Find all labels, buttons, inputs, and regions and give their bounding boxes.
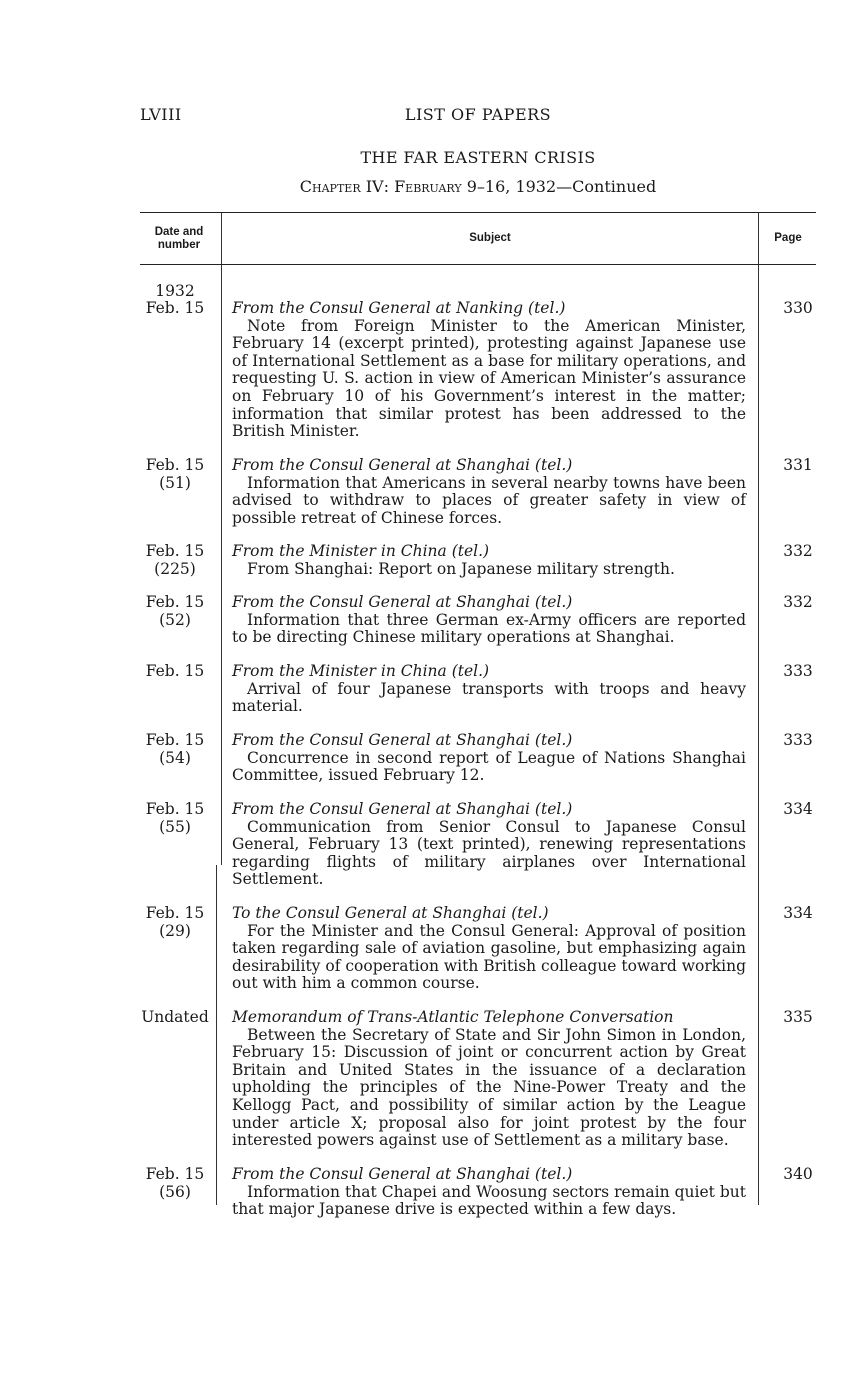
row-heading: From the Consul General at Shanghai (tel.): [232, 456, 573, 474]
table-row: [140, 1009, 816, 1150]
chapter-dates: February 9–16, 1932: [394, 177, 557, 196]
row-heading: From the Minister in China (tel.): [232, 542, 490, 560]
row-heading: To the Consul General at Shanghai (tel.): [232, 904, 549, 922]
papers-table: [140, 212, 816, 1219]
row-page: 330: [783, 299, 813, 317]
row-page: 334: [783, 800, 813, 818]
row-date: Undated: [141, 1008, 209, 1026]
header-page: Page: [774, 232, 802, 244]
row-description: Note from Foreign Minister to the American Minister, February 14 (excerpt printed), protesting against Japanese use of International Settlement as a base for military operations, and requesting U. S. action in view of American Minister’s assurance on February 10 of his Government’s interest in the matter; information that similar protest has been addressed to the British Minister.: [232, 316, 746, 441]
row-description: For the Minister and the Consul General: Approval of position taken regarding sale of aviation gasoline, but emphasizing again desirability of cooperation with British colleague toward working out with him a common course.: [232, 921, 746, 993]
row-heading: From the Minister in China (tel.): [232, 662, 490, 680]
row-page: 334: [783, 904, 813, 922]
row-heading: Memorandum of Trans-Atlantic Telephone Conversation: [232, 1008, 674, 1026]
table-row: [140, 1166, 816, 1219]
row-page: 335: [783, 1008, 813, 1026]
row-date: Feb. 15 (55): [145, 800, 205, 836]
row-date: Feb. 15 (225): [145, 542, 205, 578]
page-number: LVIII: [140, 105, 182, 124]
table-row: [140, 594, 816, 647]
row-date: Feb. 15 (51): [145, 456, 205, 492]
row-subject: [232, 594, 746, 647]
row-page: 332: [783, 542, 813, 560]
table-row: [140, 300, 816, 441]
row-description: Information that Chapei and Woosung sectors remain quiet but that major Japanese drive is expected within a few days.: [232, 1182, 746, 1219]
year-label: 1932: [155, 282, 195, 300]
header-subject: Subject: [469, 232, 511, 244]
row-subject: [232, 543, 746, 578]
row-date: Feb. 15: [145, 299, 205, 317]
row-subject: [232, 1009, 746, 1150]
table-row: [140, 905, 816, 993]
running-head: [140, 105, 816, 129]
table-header: [140, 213, 816, 264]
row-page: 333: [783, 731, 813, 749]
row-description: Communication from Senior Consul to Japanese Consul General, February 13 (text printed), renewing representations regarding flights of military airplanes over International Settlement.: [232, 817, 746, 889]
chapter-colon: :: [383, 177, 395, 196]
row-subject: [232, 905, 746, 993]
row-date: Feb. 15 (52): [145, 593, 205, 629]
header-divider-right: [758, 213, 759, 264]
row-page: 331: [783, 456, 813, 474]
row-date: Feb. 15 (54): [145, 731, 205, 767]
chapter-title: [140, 177, 816, 196]
table-row: [140, 457, 816, 527]
section-title: THE FAR EASTERN CRISIS: [360, 148, 596, 167]
row-description: Arrival of four Japanese transports with troops and heavy material.: [232, 679, 746, 716]
running-title: LIST OF PAPERS: [404, 105, 552, 124]
header-date: Date and number: [154, 225, 204, 251]
row-heading: From the Consul General at Shanghai (tel.): [232, 800, 573, 818]
row-heading: From the Consul General at Nanking (tel.): [232, 299, 566, 317]
table-row: [140, 732, 816, 785]
table-row: [140, 543, 816, 578]
row-description: Information that Americans in several nearby towns have been advised to withdraw to places of greater safety in view of possible retreat of Chinese forces.: [232, 473, 746, 527]
row-description: From Shanghai: Report on Japanese military strength.: [247, 559, 675, 578]
row-description: Concurrence in second report of League of Nations Shanghai Committee, issued February 12.: [232, 748, 746, 785]
row-date: Feb. 15 (29): [145, 904, 205, 940]
row-description: Information that three German ex-Army officers are reported to be directing Chinese military operations at Shanghai.: [232, 610, 746, 647]
row-date: Feb. 15 (56): [145, 1165, 205, 1201]
row-heading: From the Consul General at Shanghai (tel.): [232, 593, 573, 611]
row-heading: From the Consul General at Shanghai (tel.): [232, 731, 573, 749]
row-subject: [232, 801, 746, 889]
row-subject: [232, 300, 746, 441]
row-page: 340: [783, 1165, 813, 1183]
row-subject: [232, 1166, 746, 1219]
row-page: 332: [783, 593, 813, 611]
row-page: 333: [783, 662, 813, 680]
table-row: [140, 663, 816, 716]
row-description: Between the Secretary of State and Sir John Simon in London, February 15: Discussion of joint or concurrent action by Great Britain and United States in the issuance of a declaration upholding the principles of the Nine-Power Treaty and the Kellogg Pact, and possibility of similar action by the League under article X; proposal also for joint protest by the four interested powers against use of Settlement as a military base.: [232, 1025, 746, 1150]
header-divider-left: [221, 213, 222, 264]
table-body: [140, 265, 816, 1219]
table-row: [140, 801, 816, 889]
row-subject: [232, 457, 746, 527]
row-subject: [232, 732, 746, 785]
chapter-suffix: —Continued: [556, 177, 657, 196]
row-heading: From the Consul General at Shanghai (tel.): [232, 1165, 573, 1183]
row-date: Feb. 15: [145, 662, 205, 680]
row-subject: [232, 663, 746, 716]
chapter-label: Chapter IV: [299, 177, 384, 196]
